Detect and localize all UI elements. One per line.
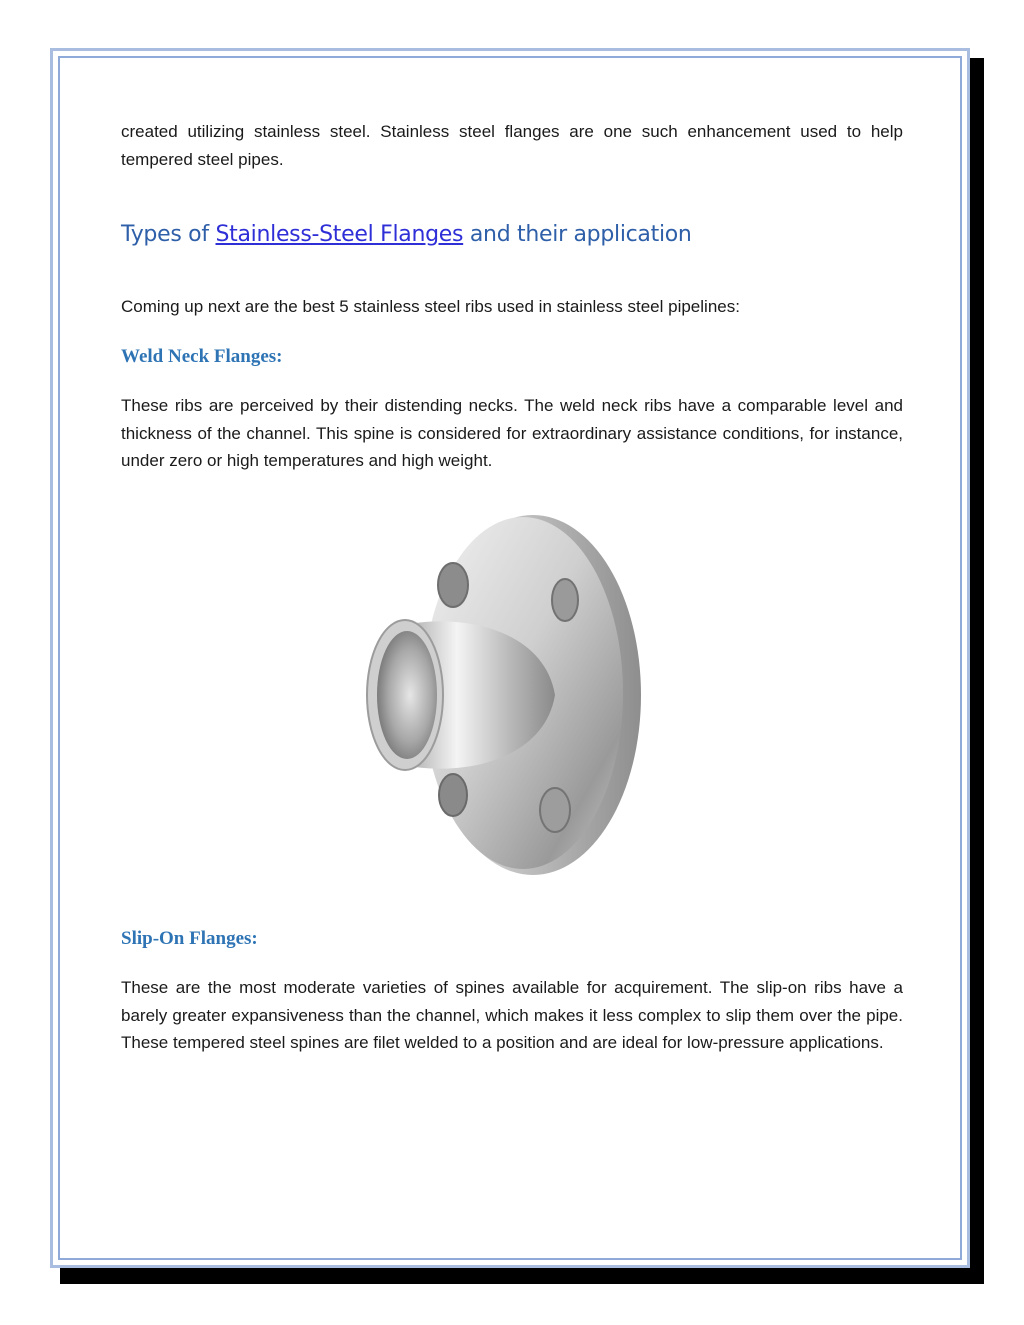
intro-paragraph: Coming up next are the best 5 stainless steel ribs used in stainless steel pipelines: — [121, 297, 740, 316]
intro-block — [121, 293, 903, 321]
slip-on-block — [121, 974, 903, 1057]
section-heading-prefix: Types of — [121, 222, 216, 247]
opening-paragraph: created utilizing stainless steel. Stainless steel flanges are one such enhancement used to help tempered steel pipes. — [121, 122, 903, 169]
slip-on-heading: Slip-On Flanges: — [121, 928, 258, 949]
weld-neck-heading: Weld Neck Flanges: — [121, 346, 283, 367]
weld-neck-flange-photo — [355, 505, 655, 885]
slip-on-paragraph: These are the most moderate varieties of spines available for acquirement. The slip-on ribs have a barely greater expansiveness than the channel, which makes it less complex to slip them over the pipe. These tempered steel spines are filet welded to a position and are ideal for low-pressure applications. — [121, 978, 903, 1052]
section-heading-suffix: and their application — [463, 222, 692, 247]
weld-neck-block — [121, 392, 903, 475]
section-heading — [121, 222, 692, 247]
weld-neck-paragraph: These ribs are perceived by their distending necks. The weld neck ribs have a comparable level and thickness of the channel. This spine is considered for extraordinary assistance conditions, for instance, under zero or high temperatures and high weight. — [121, 396, 903, 470]
opening-paragraph-block — [121, 118, 903, 173]
stainless-steel-flanges-link[interactable]: Stainless-Steel Flanges — [215, 222, 464, 247]
